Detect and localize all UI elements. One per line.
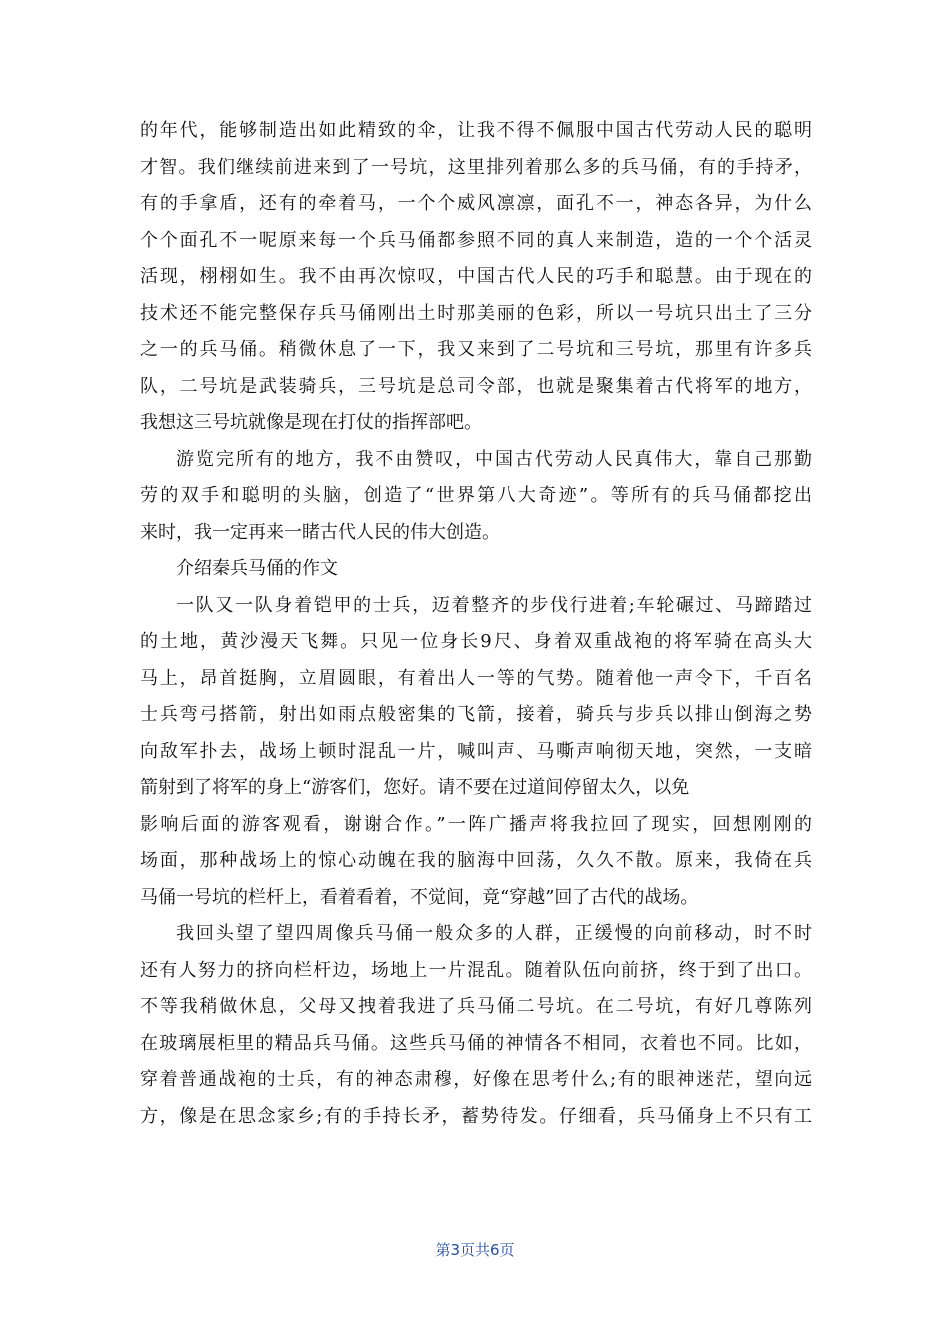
- page-number-footer: 第3页共6页: [435, 1241, 515, 1259]
- text-line: 一队又一队身着铠甲的士兵，迈着整齐的步伐行进着;车轮碾过、马蹄踏过: [176, 594, 812, 616]
- text-line: 活现，栩栩如生。我不由再次惊叹，中国古代人民的巧手和聪慧。由于现在的: [140, 266, 812, 287]
- text-line: 的土地，黄沙漫天飞舞。只见一位身长9尺、身着双重战袍的将军骑在高头大: [140, 631, 812, 652]
- text-line: 游览完所有的地方，我不由赞叹，中国古代劳动人民真伟大，靠自己那勤: [176, 448, 812, 470]
- text-line: 场面，那种战场上的惊心动魄在我的脑海中回荡，久久不散。原来，我倚在兵: [140, 850, 812, 871]
- text-line: 马上，昂首挺胸，立眉圆眼，有着出人一等的气势。随着他一声令下，千百名: [140, 667, 812, 689]
- text-line: 来时，我一定再来一睹古代人民的伟大创造。: [140, 521, 500, 543]
- text-line: 介绍秦兵马俑的作文: [176, 558, 338, 579]
- text-line: 箭射到了将军的身上“游客们，您好。请不要在过道间停留太久，以免: [140, 777, 690, 798]
- text-line: 才智。我们继续前进来到了一号坑，这里排列着那么多的兵马俑，有的手持矛，: [140, 156, 812, 178]
- text-line: 向敌军扑去，战场上顿时混乱一片，喊叫声、马嘶声响彻天地，突然，一支暗: [140, 740, 812, 762]
- text-line: 我想这三号坑就像是现在打仗的指挥部吧。: [140, 412, 482, 433]
- text-line: 个个面孔不一呢原来每一个兵马俑都参照不同的真人来制造，造的一个个活灵: [140, 229, 812, 251]
- text-line: 在玻璃展柜里的精品兵马俑。这些兵马俑的神情各不相同，衣着也不同。比如，: [140, 1032, 812, 1054]
- text-line: 不等我稍做休息，父母又拽着我进了兵马俑二号坑。在二号坑，有好几尊陈列: [140, 996, 812, 1017]
- text-line: 影响后面的游客观看，谢谢合作。”一阵广播声将我拉回了现实，回想刚刚的: [140, 813, 812, 835]
- text-line: 的年代，能够制造出如此精致的伞，让我不得不佩服中国古代劳动人民的聪明: [140, 120, 812, 141]
- text-line: 方，像是在思念家乡;有的手持长矛，蓄势待发。仔细看，兵马俑身上不只有工: [140, 1105, 812, 1127]
- text-line: 马俑一号坑的栏杆上，看着看着，不觉间，竟“穿越”回了古代的战场。: [140, 886, 699, 908]
- text-line: 我回头望了望四周像兵马俑一般众多的人群，正缓慢的向前移动，时不时: [176, 923, 812, 944]
- text-line: 士兵弯弓搭箭，射出如雨点般密集的飞箭，接着，骑兵与步兵以排山倒海之势: [140, 704, 812, 725]
- text-line: 劳的双手和聪明的头脑，创造了“世界第八大奇迹”。等所有的兵马俑都挖出: [140, 485, 812, 506]
- text-line: 之一的兵马俑。稍微休息了一下，我又来到了二号坑和三号坑，那里有许多兵: [140, 339, 812, 360]
- document-body: [140, 113, 812, 1135]
- text-line: 穿着普通战袍的士兵，有的神态肃穆，好像在思考什么;有的眼神迷茫，望向远: [140, 1069, 812, 1090]
- text-line: 队，二号坑是武装骑兵，三号坑是总司令部，也就是聚集着古代将军的地方，: [140, 375, 812, 397]
- text-line: 还有人努力的挤向栏杆边，场地上一片混乱。随着队伍向前挤，终于到了出口。: [140, 959, 812, 981]
- text-line: 有的手拿盾，还有的牵着马，一个个威风凛凛，面孔不一，神态各异，为什么: [140, 193, 812, 214]
- text-line: 技术还不能完整保存兵马俑刚出土时那美丽的色彩，所以一号坑只出土了三分: [140, 302, 812, 324]
